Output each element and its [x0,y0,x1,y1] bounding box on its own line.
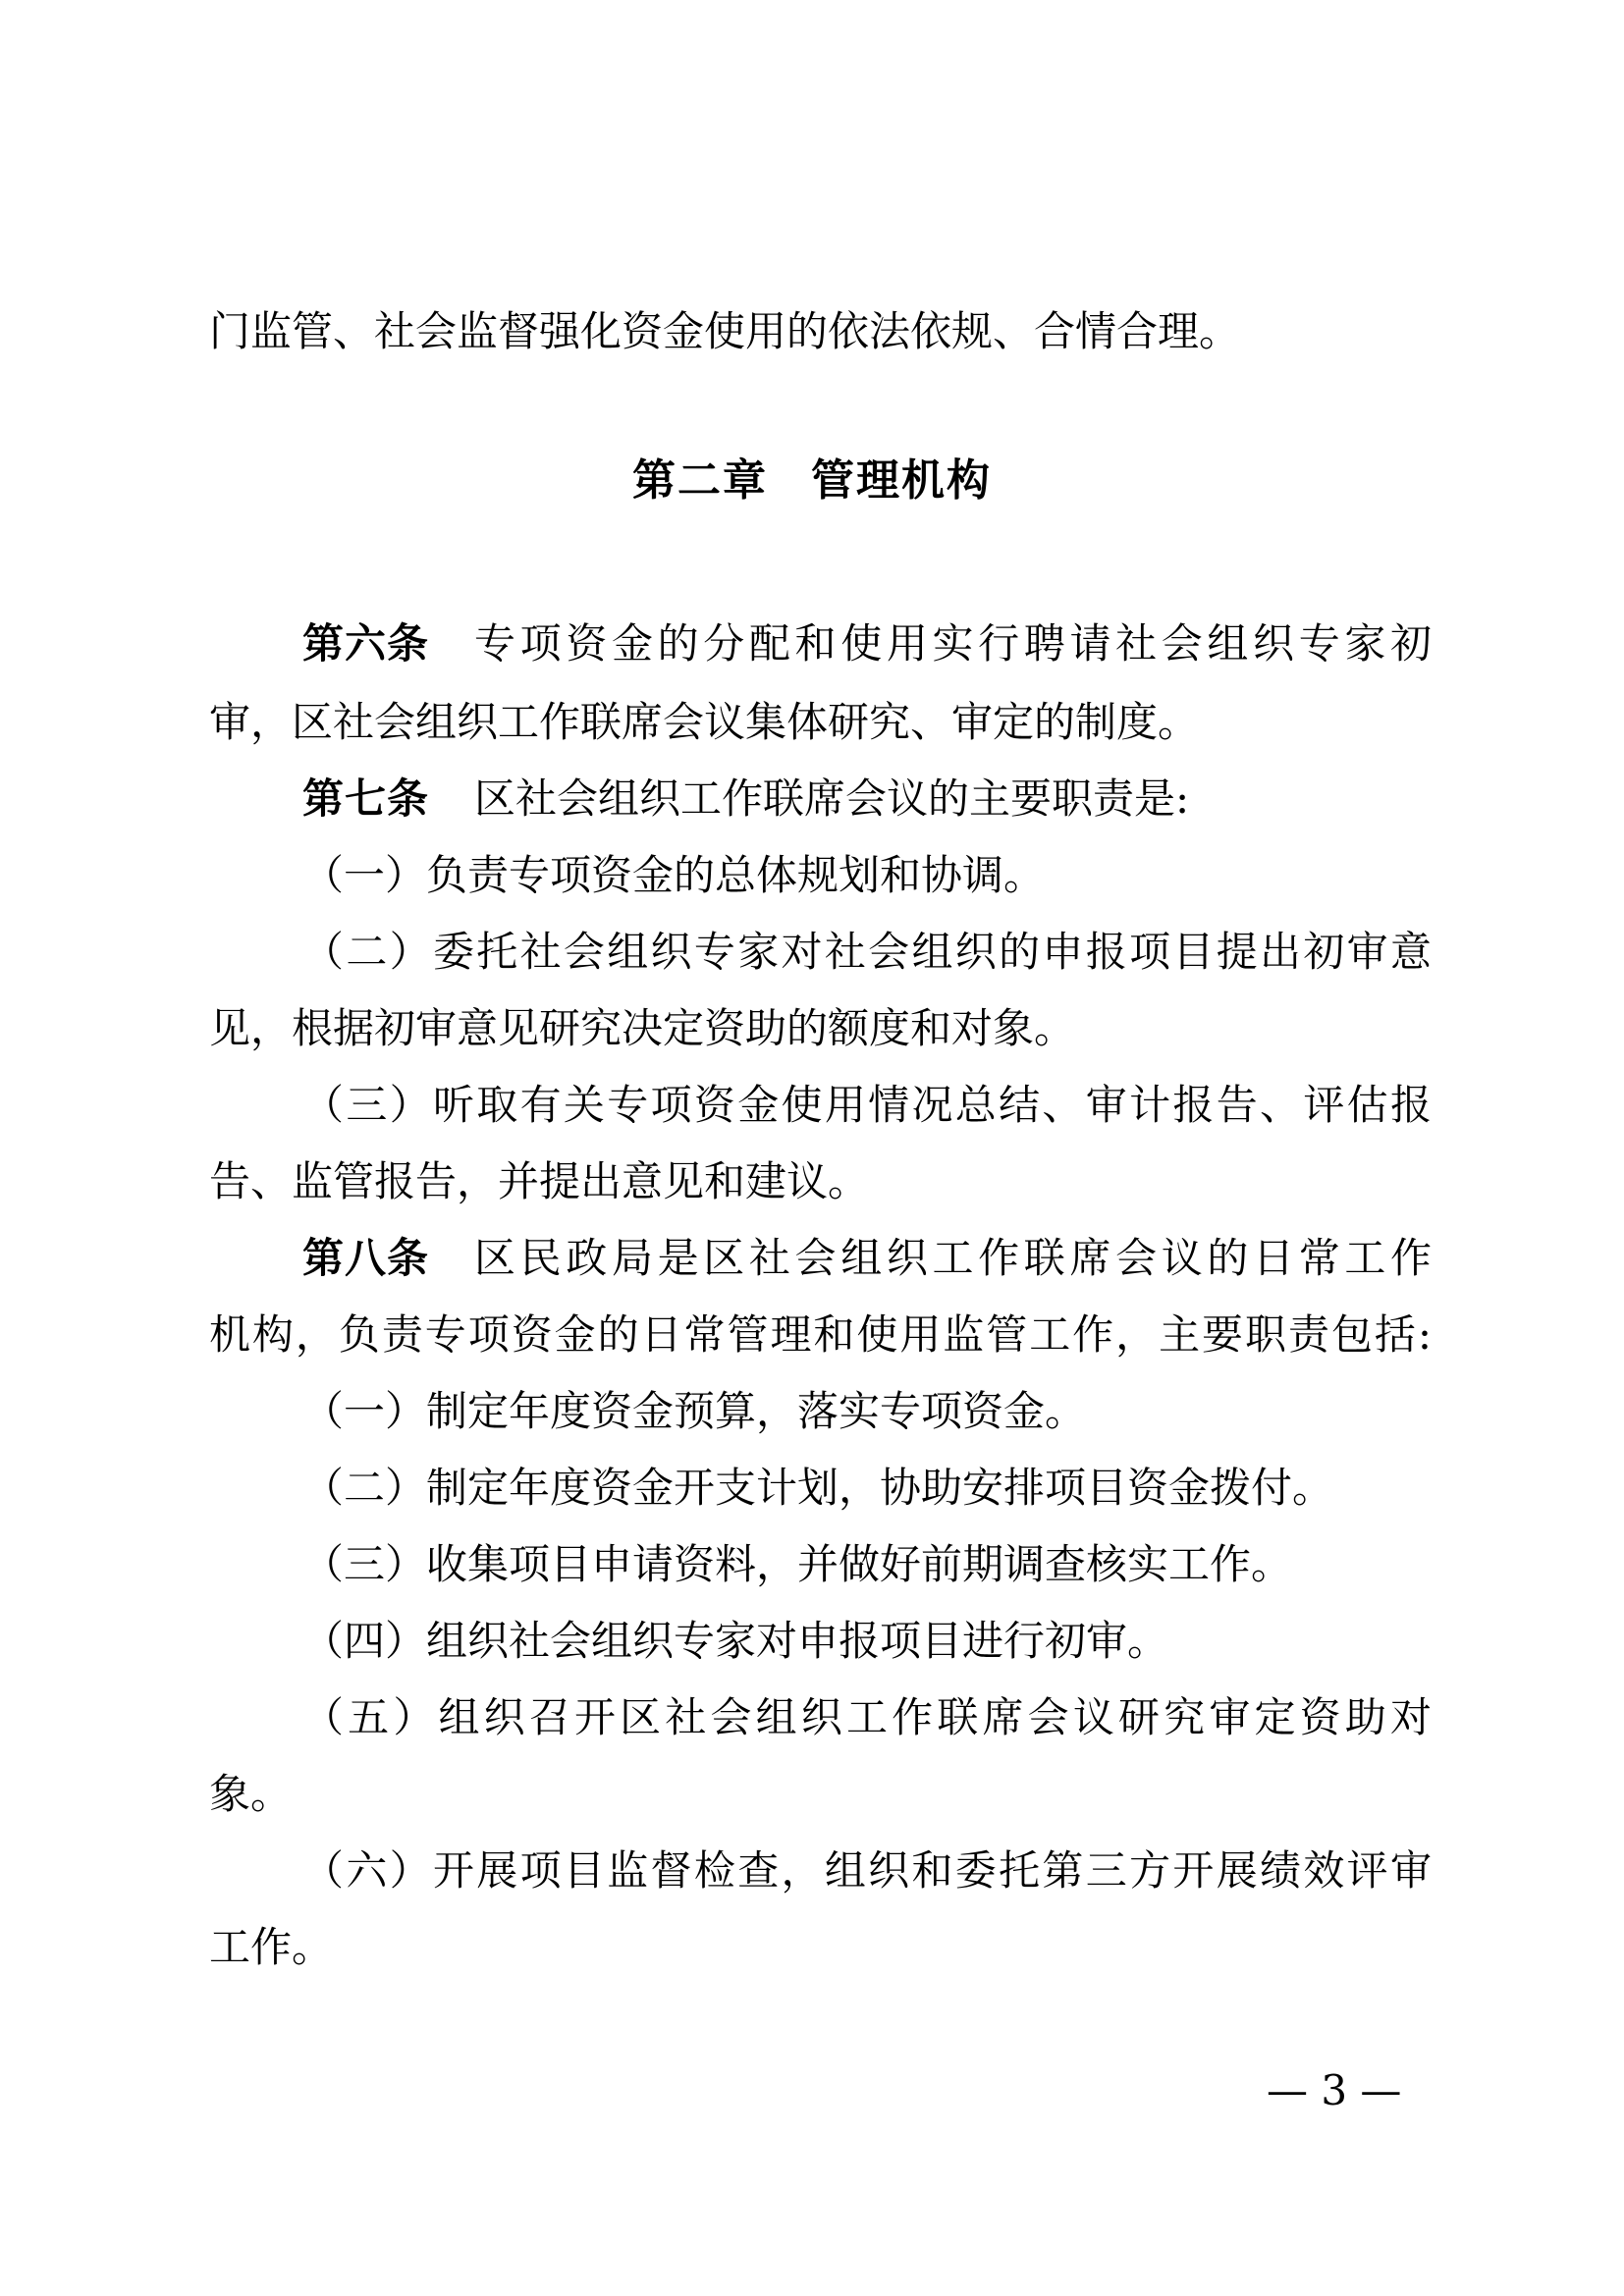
chapter-number: 第二章 [632,455,768,506]
article-7-item-1: （一）负责专项资金的总体规划和协调。 [302,851,1046,899]
article-6-text-1: 专项资金的分配和使用实行聘请社会组织专家初 [474,619,1436,667]
article-8-item-5-line-1: （五）组织召开区社会组织工作联席会议研究审定资助对 [302,1693,1436,1741]
chapter-name: 管理机构 [811,455,992,506]
article-8-label: 第八条 [302,1234,430,1282]
article-8-item-6-line-2: 工作。 [209,1923,334,1971]
article-7-label: 第七条 [302,774,430,823]
article-8-item-2: （二）制定年度资金开支计划，协助安排项目资金拨付。 [302,1464,1334,1512]
article-7-item-2-line-1: （二）委托社会组织专家对社会组织的申报项目提出初审意 [302,928,1435,976]
article-7-item-2-line-2: 见，根据初审意见研究决定资助的额度和对象。 [209,1004,1076,1052]
article-8-item-3: （三）收集项目申请资料，并做好前期调查核实工作。 [302,1540,1293,1588]
article-8-item-5-line-2: 象。 [209,1770,293,1818]
page-number: — 3 — [1267,2066,1402,2114]
article-6-first-line [302,614,1436,673]
continuation-line: 门监管、社会监督强化资金使用的依法依规、合情合理。 [209,307,1241,355]
article-6-label: 第六条 [302,619,430,667]
article-8-line-1 [302,1229,1436,1288]
article-7-item-3-line-1: （三）听取有关专项资金使用情况总结、审计报告、评估报 [302,1081,1435,1129]
article-7-item-3-line-2: 告、监管报告，并提出意见和建议。 [209,1157,870,1205]
article-8-line-2: 机构，负责专项资金的日常管理和使用监管工作，主要职责包括: [209,1310,1434,1359]
article-8-item-6-line-1: （六）开展项目监督检查，组织和委托第三方开展绩效评审 [302,1846,1435,1895]
article-8-text-1: 区民政局是区社会组织工作联席会议的日常工作 [474,1234,1436,1282]
article-8-item-1: （一）制定年度资金预算，落实专项资金。 [302,1387,1087,1435]
article-6-line-2: 审，区社会组织工作联席会议集体研究、审定的制度。 [209,698,1200,746]
article-6-line-1 [302,614,1436,673]
article-8-item-4: （四）组织社会组织专家对申报项目进行初审。 [302,1617,1169,1665]
article-7-text-1: 区社会组织工作联席会议的主要职责是: [474,774,1190,823]
article-7-line-1 [302,770,1189,828]
chapter-heading [0,452,1624,510]
